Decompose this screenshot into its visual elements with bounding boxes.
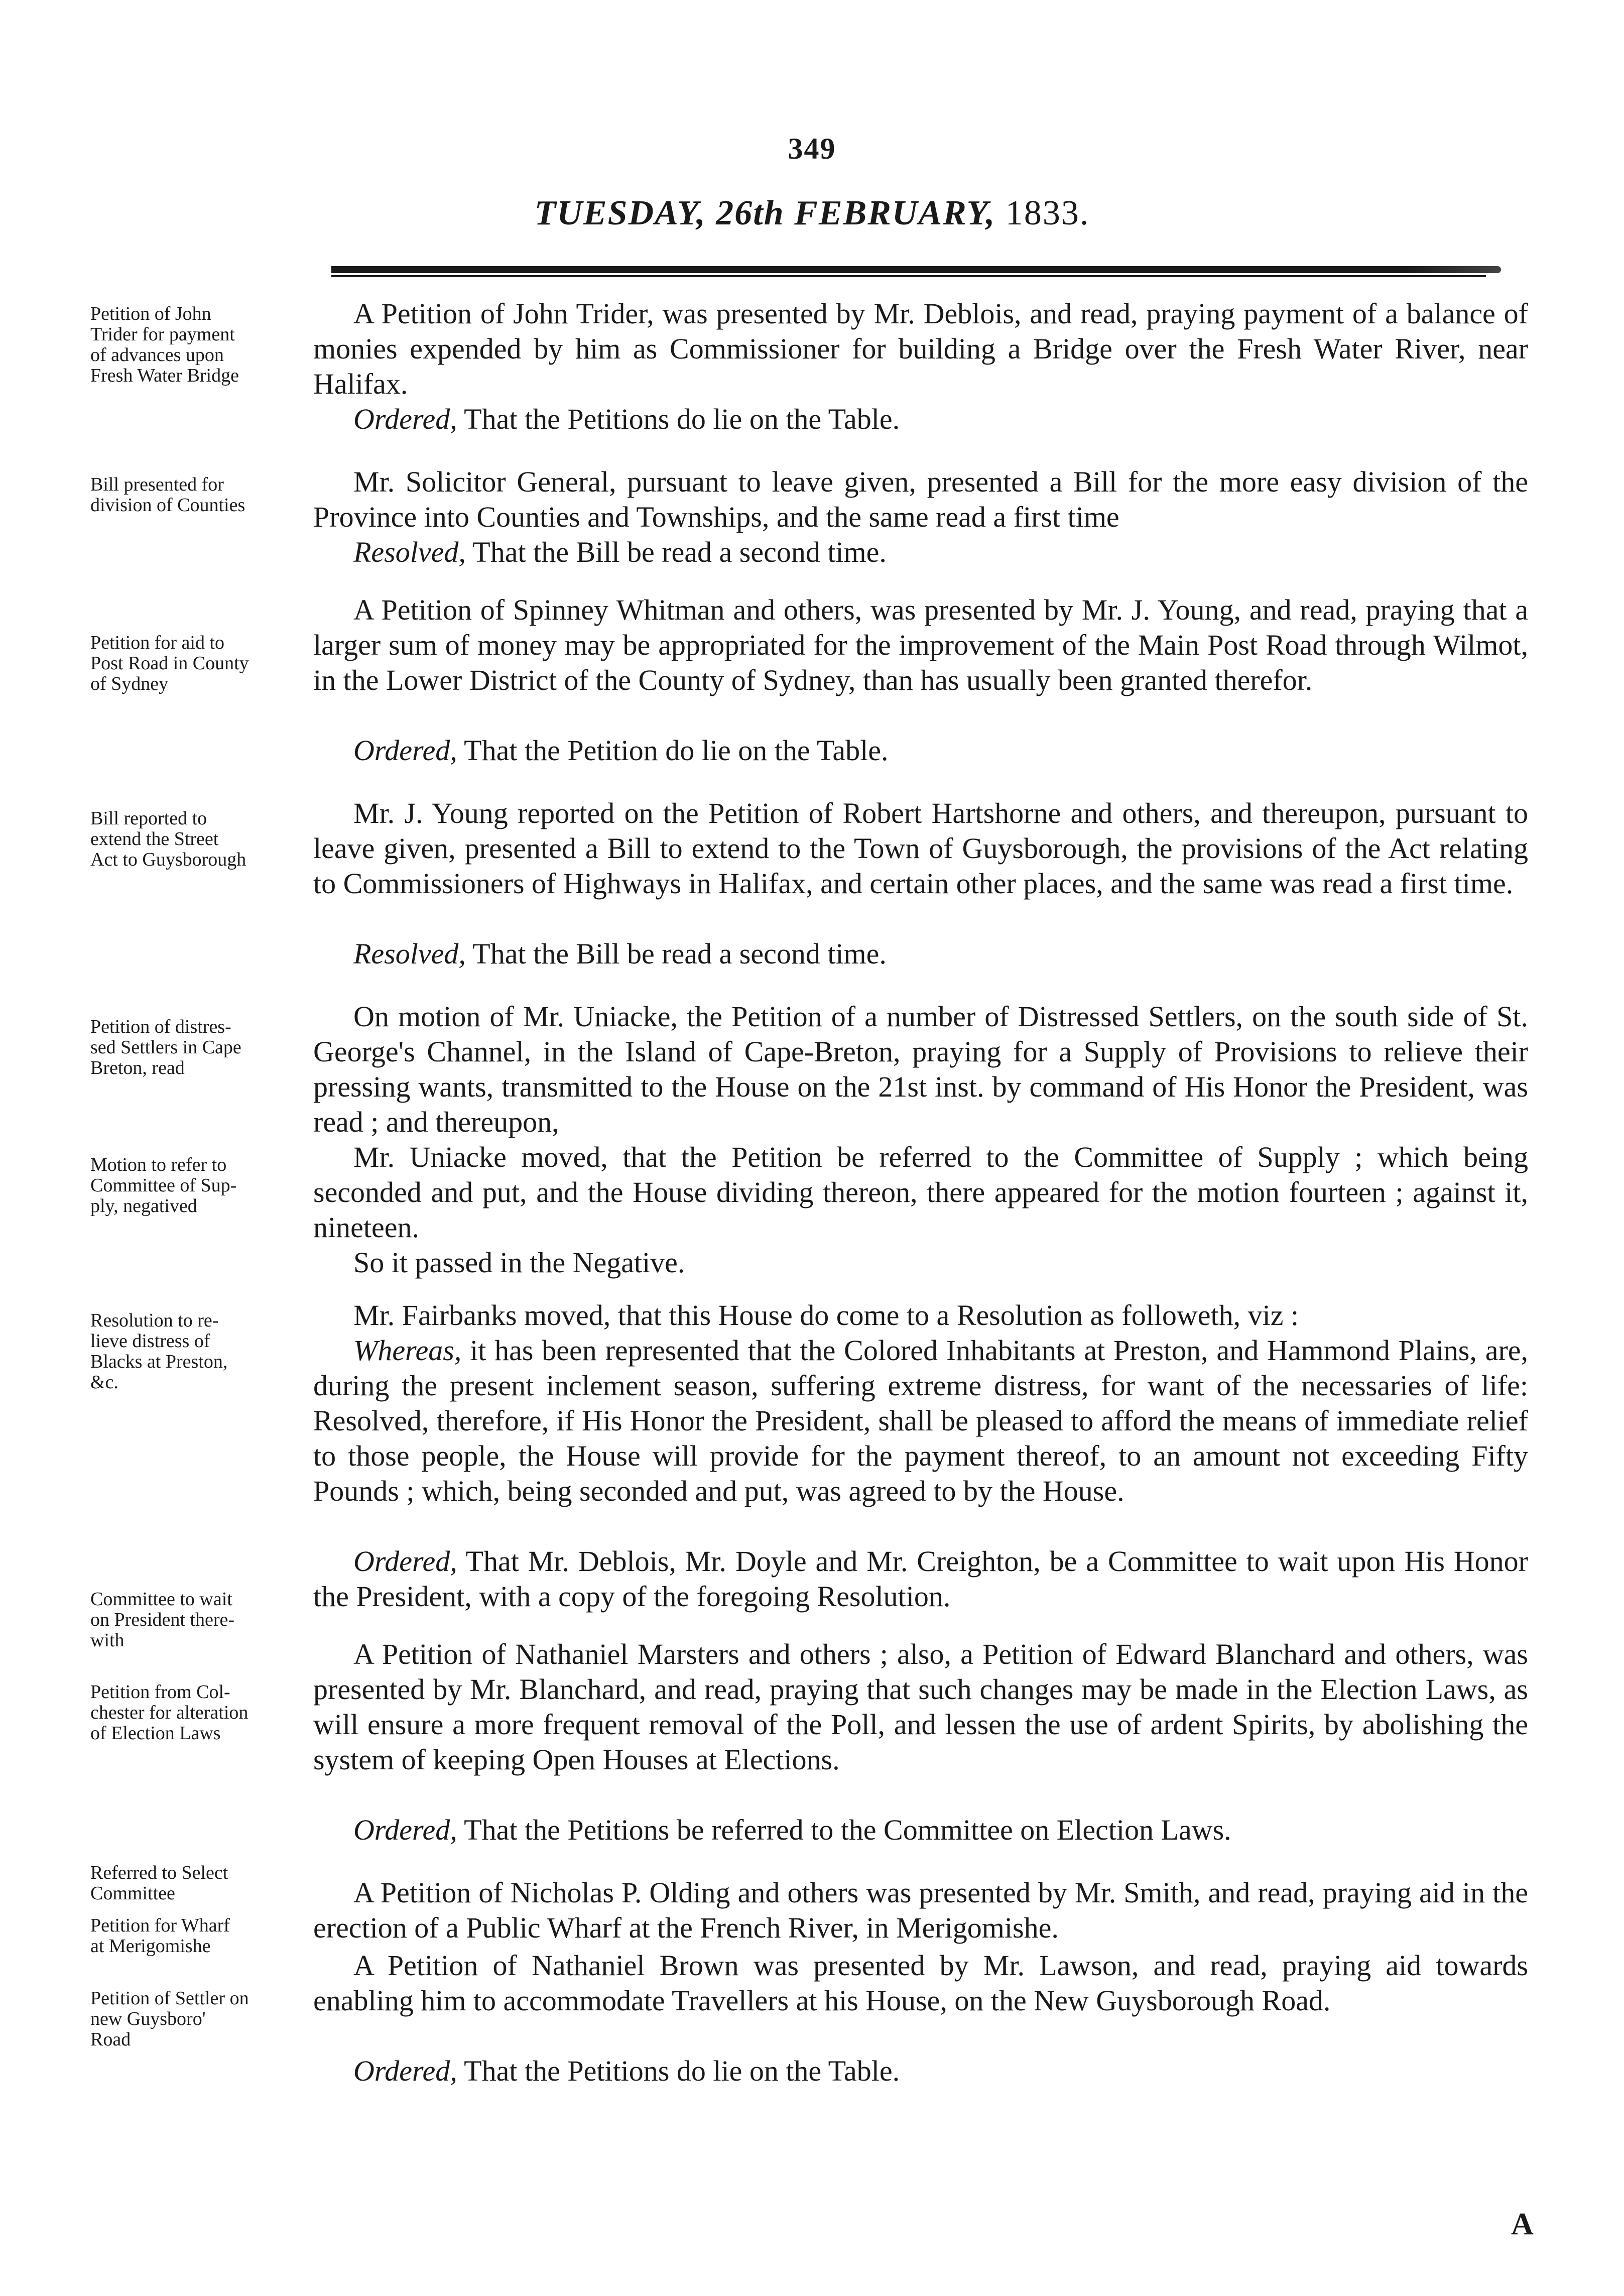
paragraph: Mr. Solicitor General, pursuant to leave given, presented a Bill for the more easy division of the Province into Counties and Townships, and the same read a first time [313,465,1528,533]
line-text: That the Petitions do lie on the Table. [457,2055,900,2087]
lead-word: Resolved, [353,937,466,970]
lead-word: Ordered, [353,1814,457,1846]
line-text: That the Petitions be referred to the Committee on Election Laws. [457,1814,1231,1846]
margin-note: Motion to refer to Committee of Sup- ply, negatived [90,1154,237,1217]
ordered-line [313,402,1528,437]
margin-note: Petition of Settler on new Guysboro' Road [90,1988,249,2050]
ordered-line [313,733,1528,768]
year: 1833. [1005,194,1090,232]
date-heading [0,193,1624,233]
resolved-line [313,535,1528,570]
paragraph: A Petition of Nathaniel Marsters and others ; also, a Petition of Edward Blanchard and others, was presented by Mr. Blanchard, and read, praying that such changes may be made in the Election Laws, as will ensure a more frequent removal of the Poll, and lessen the use of ardent Spirits, by abolishing the system of keeping Open Houses at Elections. [313,1638,1528,1776]
margin-note: Bill reported to extend the Street Act to Guysborough [90,808,246,870]
paragraph: Mr. J. Young reported on the Petition of Robert Hartshorne and others, and thereupon, pursuant to leave given, presented a Bill to extend to the Town of Guysborough, the provisions of the Act relating to Commissioners of Highways in Halifax, and certain other places, and the same was read a first time. [313,797,1528,900]
line-text: That the Petition do lie on the Table. [457,734,889,767]
paragraph: Mr. Fairbanks moved, that this House do come to a Resolution as followeth, viz : [353,1299,1299,1332]
lead-word: Ordered, [353,734,457,767]
margin-note: Bill presented for division of Counties [90,474,245,516]
date-title: TUESDAY, 26th FEBRUARY, [534,194,996,232]
margin-note: Referred to Select Committee [90,1862,228,1904]
lead-word: Whereas, [353,1334,462,1367]
paragraph: A Petition of Nicholas P. Olding and others was presented by Mr. Smith, and read, praying aid in the erection of a Public Wharf at the French River, in Merigomishe. [313,1876,1528,1944]
line-text: That the Bill be read a second time. [465,536,887,568]
margin-note: Petition of distres- sed Settlers in Cape Breton, read [90,1016,241,1078]
line-text: That the Bill be read a second time. [465,937,887,970]
margin-note: Petition of John Trider for payment of advances upon Fresh Water Bridge [90,303,239,386]
paragraph: A Petition of Nathaniel Brown was presented by Mr. Lawson, and read, praying aid towards enabling him to accommodate Travellers at his House, on the New Guysborough Road. [313,1949,1528,2017]
paragraph: On motion of Mr. Uniacke, the Petition of a number of Distressed Settlers, on the south side of St. George's Channel, in the Island of Cape-Breton, praying for a Supply of Provisions to relieve their pressing wants, transmitted to the House on the 21st inst. by command of His Honor the President, was read ; and thereupon, [313,1000,1528,1138]
paragraph: Mr. Uniacke moved, that the Petition be referred to the Committee of Supply ; which being seconded and put, and the House dividing thereon, there appeared for the motion fourteen ; against it, nineteen. [313,1141,1528,1244]
ordered-line [313,1544,1528,1614]
margin-note: Petition from Col- chester for alteration of Election Laws [90,1681,248,1744]
margin-note: Committee to wait on President there- with [90,1589,235,1651]
catchword: A [1511,2207,1534,2241]
paragraph: A Petition of Spinney Whitman and others, was presented by Mr. J. Young, and read, praying that a larger sum of money may be appropriated for the improvement of the Main Post Road through Wilmot, in the Lower District of the County of Sydney, than has usually been granted therefor. [313,593,1528,696]
header-rule-thin [331,275,1486,277]
resolved-line [313,936,1528,972]
margin-note: Petition for Wharf at Merigomishe [90,1915,230,1957]
paragraph: A Petition of John Trider, was presented by Mr. Deblois, and read, praying payment of a balance of monies expended by him as Commissioner for building a Bridge over the Fresh Water River, near Halifax. [313,297,1528,400]
paragraph: So it passed in the Negative. [353,1246,685,1279]
header-rule [331,266,1501,273]
whereas-paragraph [313,1333,1528,1509]
lead-word: Ordered, [353,2055,457,2087]
ordered-line [313,2053,1528,2089]
line-text: That Mr. Deblois, Mr. Doyle and Mr. Creighton, be a Committee to wait upon His Honor the President, with a copy of the foregoing Resolution. [313,1545,1528,1613]
margin-note: Petition for aid to Post Road in County of Sydney [90,632,249,694]
lead-word: Resolved, [353,536,466,568]
page-number: 349 [788,132,836,165]
margin-note: Resolution to re- lieve distress of Blacks at Preston, &c. [90,1310,228,1393]
line-text: That the Petitions do lie on the Table. [457,403,900,435]
ordered-line [313,1812,1528,1848]
lead-word: Ordered, [353,403,457,435]
lead-word: Ordered, [353,1545,457,1578]
line-text: it has been represented that the Colored Inhabitants at Preston, and Hammond Plains, are, during the present inclement season, suffering extreme distress, for want of the necessaries of life: Resolved, therefore, if His Honor the President, shall be pleased to afford the means of immediate relief to those people, the House will provide for the payment thereof, to an amount not exceeding Fifty Pounds ; which, being seconded and put, was agreed to by the House. [313,1334,1528,1507]
